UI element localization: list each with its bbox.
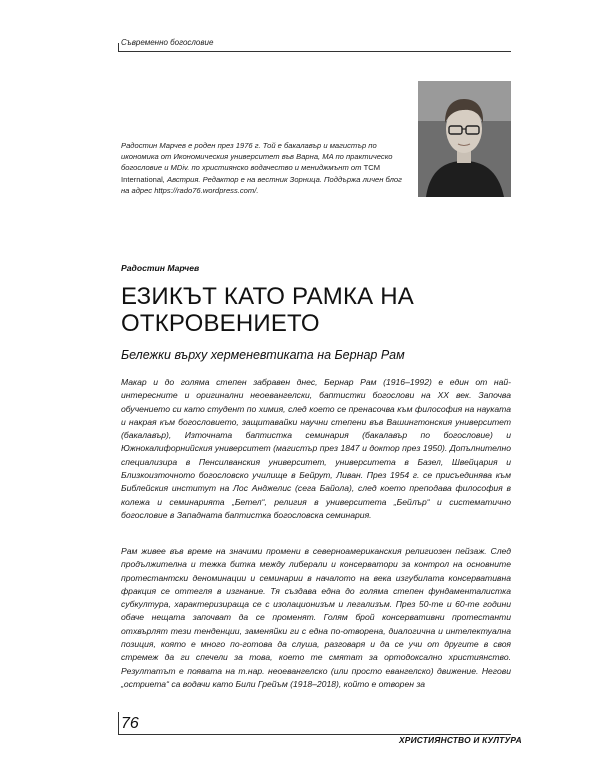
- title-line-1: ЕЗИКЪТ КАТО РАМКА НА: [121, 283, 414, 310]
- bio-newspaper: Зорница: [289, 174, 320, 184]
- body-paragraph-2: Рам живее във време на значими промени в северноамериканския религиозен пейзаж. След продължителна и тежка битка между либерали и консерватори за контрол на основните протестантски деноминации и семинарии в началото на века изгубилата консервативна фракция се оттегля в изгнание. Тя създава една до голяма степен фундаменталистка субкултура, характеризираща се с изолационизъм и легализъм. През 50-те и 60-те години обаче нещата започват да се променят. Голям брой консервативни протестанти отхвърлят тези тенденции, заменяйки ги с една по-отворена, диалогична и интелектуална позиция, която е много по-готова да слуша, разговаря и да се учи от другите в своя стремеж да ги спечели за това, което те смятат за ортодоксално християнство. Резултатът е появата на т.нар. неоевангелско (или просто евангелско) движение. Негови „остриета“ са водачи като Били Грейъм (1918–2018), който е отворен за: [121, 546, 511, 689]
- author-photo: [418, 81, 511, 197]
- journal-name: ХРИСТИЯНСТВО И КУЛТУРА: [399, 735, 522, 745]
- body-paragraph-1: Макар и до голяма степен забравен днес, Бернар Рам (1916–1992) е един от най-интересните и оригинални неоевангелски, баптистки богослови на ХХ век. Започва обучението си като студент по химия, след което се пренасочва към философия на науката и накрая към богословието, защитавайки научни степени във Вашингтонския университет (бакалавър), Източната баптистка семинария (бакалавър по богословие) и Южнокалифорнийския университет (магистър през 1847 и доктор през 1950). Допълнително специализира в Пенсилванския университет, университета в Базел, Швейцария и Близкоизточното богословско училище в Бейрут, Ливан. През 1954 г. се присъединява към Библейския институт на Лос Анджелис (сега Байола), след което преподава философия в колежа и семинарията „Бетел“, религия в университета „Бейлър“ и систематично богословие в Западната баптистка богословска семинария.: [121, 377, 511, 520]
- article-title: [121, 283, 511, 337]
- footer-tick: [118, 712, 119, 734]
- bio-organization: TCM International: [121, 163, 381, 184]
- section-label: Съвременно богословие: [121, 38, 214, 47]
- author-bio: [121, 140, 411, 196]
- title-line-2: ОТКРОВЕНИЕТО: [121, 310, 320, 337]
- header-rule: [118, 51, 511, 52]
- page-number: 76: [121, 715, 139, 732]
- header-tick: [118, 43, 119, 51]
- bio-text-3: . Поддържа личен блог на адрес https://rado76.wordpress.com/.: [121, 174, 402, 195]
- bio-text-1: Радостин Марчев е роден през 1976 г. Той е бакалавър и магистър по икономика от Икономическия университет във Варна, MA по практическо богословие и MDiv. по християнско водачество и мениджмънт от: [121, 141, 393, 173]
- bio-text-2: , Австрия. Редактор е на вестник: [162, 174, 290, 184]
- author-name: Радостин Марчев: [121, 263, 200, 273]
- article-subtitle: Бележки върху херменевтиката на Бернар Рам: [121, 348, 405, 362]
